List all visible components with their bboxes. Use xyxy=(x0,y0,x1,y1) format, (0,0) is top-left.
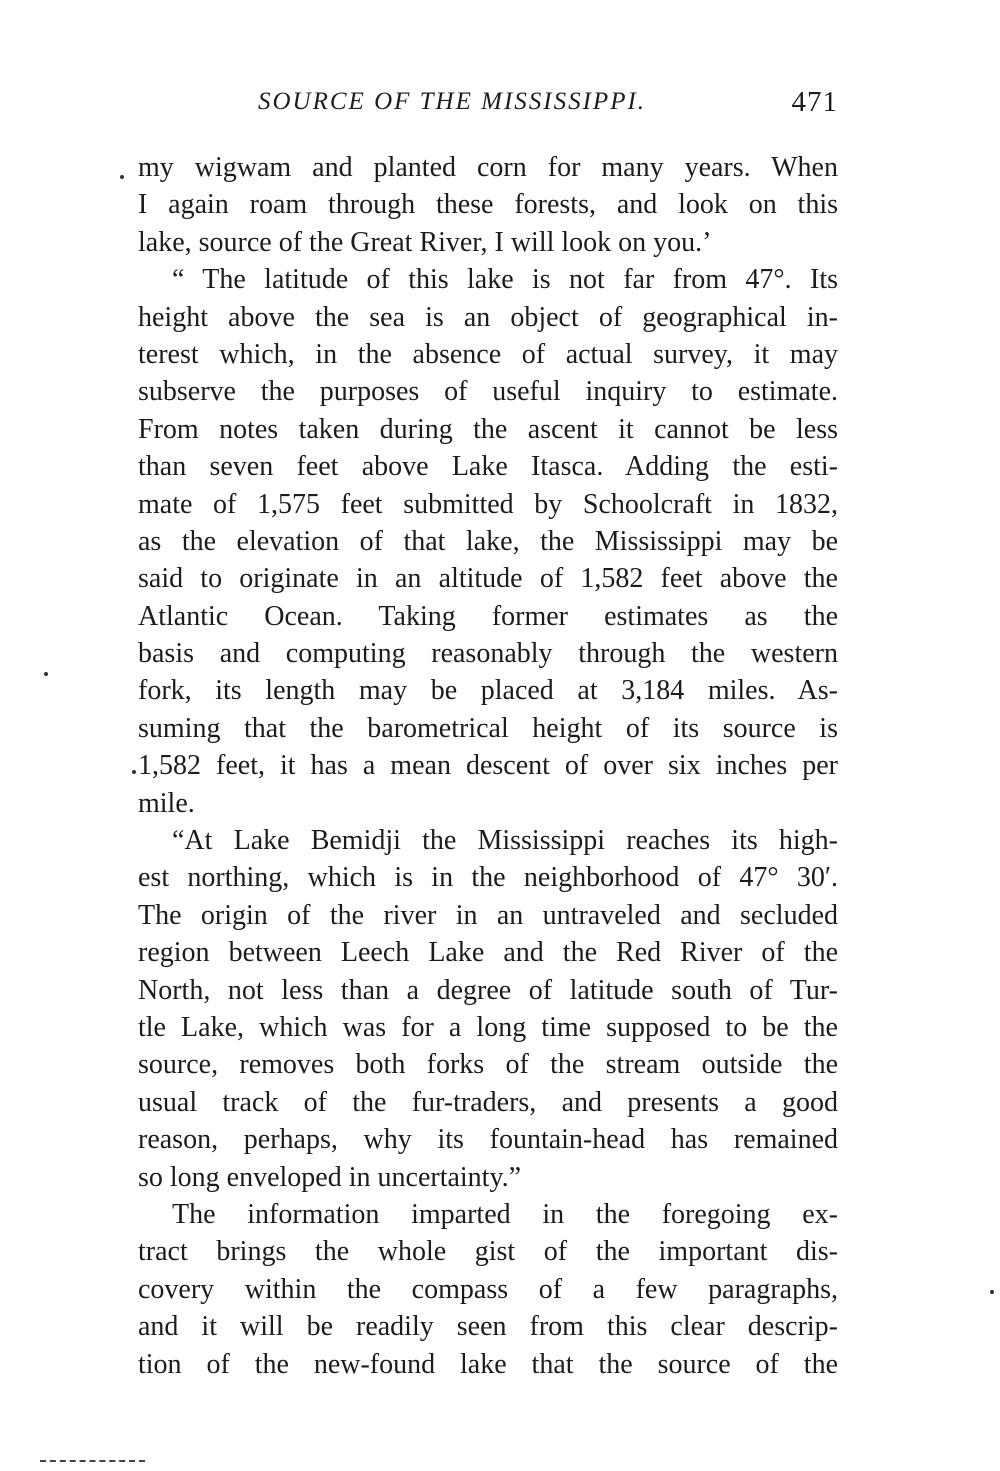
text-line: mile. xyxy=(138,787,195,819)
text-line: North, not less than a degree of latitude south of Tur- xyxy=(138,974,838,1006)
text-line: “ The latitude of this lake is not far from 47°. Its xyxy=(172,264,838,296)
text-line: as the elevation of that lake, the Mississippi may be xyxy=(138,525,838,557)
running-head xyxy=(138,86,838,126)
scan-speck xyxy=(120,175,124,179)
text-line: tle Lake, which was for a long time supposed to be the xyxy=(138,1011,838,1043)
text-line: suming that the barometrical height of its source is xyxy=(138,712,838,744)
text-line: I again roam through these forests, and look on this xyxy=(138,189,838,221)
text-line: 1,582 feet, it has a mean descent of over six inches per xyxy=(138,750,838,782)
body-text xyxy=(138,149,838,1383)
text-line: The information imparted in the foregoing ex- xyxy=(172,1198,838,1230)
text-line: region between Leech Lake and the Red River of the xyxy=(138,937,838,969)
text-line: fork, its length may be placed at 3,184 miles. As- xyxy=(138,675,838,707)
text-line: lake, source of the Great River, I will look on you.’ xyxy=(138,226,712,258)
text-line: and it will be readily seen from this clear descrip- xyxy=(138,1311,838,1343)
scan-speck xyxy=(132,770,136,774)
text-line: reason, perhaps, why its fountain-head has remained xyxy=(138,1124,838,1156)
text-line: From notes taken during the ascent it cannot be less xyxy=(138,413,838,445)
page-number: 471 xyxy=(791,86,838,118)
text-line: tion of the new-found lake that the source of the xyxy=(138,1348,838,1380)
text-line: usual track of the fur-traders, and presents a good xyxy=(138,1086,838,1118)
text-line: terest which, in the absence of actual survey, it may xyxy=(138,338,838,370)
text-line: “At Lake Bemidji the Mississippi reaches its high- xyxy=(172,825,838,857)
text-line: so long enveloped in uncertainty.” xyxy=(138,1161,522,1193)
text-line: subserve the purposes of useful inquiry to estimate. xyxy=(138,376,838,408)
text-line: than seven feet above Lake Itasca. Adding the esti- xyxy=(138,451,838,483)
running-title: SOURCE OF THE MISSISSIPPI. xyxy=(258,88,647,115)
text-line: basis and computing reasonably through the western xyxy=(138,638,838,670)
text-line: source, removes both forks of the stream outside the xyxy=(138,1049,838,1081)
text-line: height above the sea is an object of geographical in- xyxy=(138,301,838,333)
scan-speck xyxy=(44,672,48,676)
text-line: mate of 1,575 feet submitted by Schoolcraft in 1832, xyxy=(138,488,838,520)
scan-rule-mark xyxy=(40,1460,145,1462)
scan-speck xyxy=(990,1290,994,1294)
text-line: Atlantic Ocean. Taking former estimates as the xyxy=(138,600,838,632)
text-line: my wigwam and planted corn for many years. When xyxy=(138,152,838,183)
text-line: said to originate in an altitude of 1,582 feet above the xyxy=(138,563,838,595)
text-line: The origin of the river in an untraveled and secluded xyxy=(138,899,838,931)
text-line: tract brings the whole gist of the important dis- xyxy=(138,1236,838,1268)
text-line: covery within the compass of a few paragraphs, xyxy=(138,1273,838,1305)
text-line: est northing, which is in the neighborhood of 47° 30′. xyxy=(138,862,838,894)
